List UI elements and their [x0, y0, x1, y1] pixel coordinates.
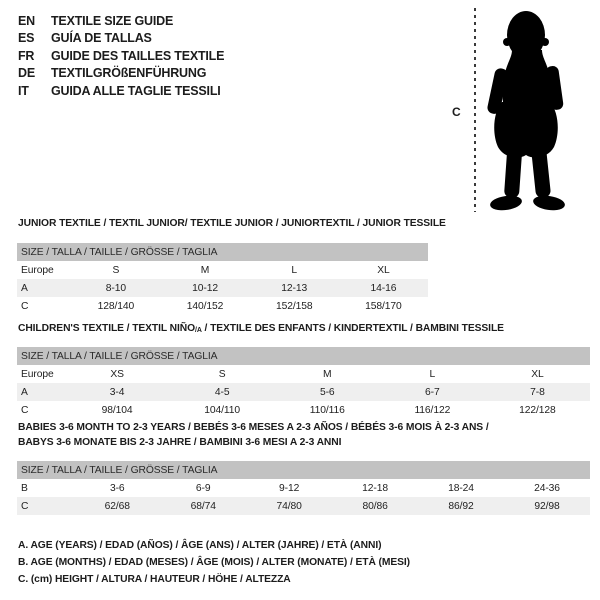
size-cell: 4-5 [170, 383, 275, 401]
language-title: TEXTILE SIZE GUIDE [51, 14, 174, 28]
language-code: IT [18, 83, 29, 98]
language-code: ES [18, 31, 35, 46]
measurement-legend [18, 537, 410, 588]
babies-title-line2: BABYS 3-6 MONATE BIS 2-3 JAHRE / BAMBINI 3-6 MESI A 2-3 ANNI [18, 437, 342, 448]
row-label: A [17, 383, 65, 401]
size-cell: 10-12 [160, 279, 249, 297]
language-code: EN [18, 14, 35, 28]
size-cell: 6-7 [380, 383, 485, 401]
language-row-es [18, 30, 224, 47]
size-cell: M [323, 368, 332, 380]
baby-silhouette [481, 8, 577, 216]
size-header-cell: SIZE / TALLA / TAILLE / GRÖSSE / TAGLIA [17, 243, 428, 261]
size-cell: S [112, 264, 120, 276]
table-header-row [17, 461, 590, 479]
size-cell: XL [377, 264, 390, 276]
size-cell: 3-6 [109, 482, 125, 494]
size-cell: 24-36 [534, 482, 560, 494]
size-cell: M [200, 264, 210, 276]
table-row [17, 365, 590, 383]
size-cell: 68/74 [160, 497, 246, 515]
language-title: GUIDA ALLE TAGLIE TESSILI [51, 83, 221, 98]
language-row-fr [18, 48, 224, 65]
children-size-table [17, 347, 590, 419]
size-cell: 140/152 [186, 300, 224, 312]
table-row [17, 479, 590, 497]
size-cell: XL [531, 368, 544, 380]
children-table-title [18, 321, 504, 338]
row-label: Europe [21, 264, 54, 276]
table-row [17, 261, 428, 279]
children-title-subscript: /A [194, 327, 202, 334]
size-cell: 92/98 [504, 497, 590, 515]
language-title: GUIDE DES TAILLES TEXTILE [51, 48, 225, 63]
row-label: A [17, 279, 71, 297]
size-cell: 5-6 [275, 383, 380, 401]
table-row [17, 279, 428, 297]
language-title: GUÍA DE TALLAS [51, 31, 152, 46]
language-list [18, 13, 224, 100]
table-row [17, 297, 428, 315]
size-cell: 116/122 [414, 404, 451, 416]
size-cell: 6-9 [195, 482, 211, 494]
babies-title-line1: BABIES 3-6 MONTH TO 2-3 YEARS / BEBÉS 3-6 MESES A 2-3 AÑOS / BÉBÉS 3-6 MOIS À 2-3 ANS / [18, 422, 489, 433]
babies-size-table [17, 461, 590, 515]
table-row [17, 401, 590, 419]
size-cell: 86/92 [418, 497, 504, 515]
size-cell: 152/158 [275, 300, 313, 312]
size-cell: 18-24 [448, 482, 474, 494]
legend-line-a: A. AGE (YEARS) / EDAD (AÑOS) / ÂGE (ANS) / ALTER (JAHRE) / ETÀ (ANNI) [18, 540, 382, 551]
language-row-de [18, 65, 224, 82]
size-cell: 110/116 [309, 404, 345, 416]
table-header-row [17, 243, 428, 261]
children-title-text: / TEXTILE DES ENFANTS / KINDERTEXTIL / BAMBINI TESSILE [201, 323, 504, 334]
row-label: C [21, 300, 29, 312]
table-header-row [17, 347, 590, 365]
size-cell: 7-8 [485, 383, 590, 401]
size-cell: 62/68 [74, 497, 160, 515]
table-row [17, 383, 590, 401]
row-label: Europe [21, 368, 54, 380]
height-measure-label: C [452, 105, 461, 119]
size-cell: 122/128 [519, 404, 556, 416]
junior-size-table [17, 243, 428, 315]
language-code: DE [18, 66, 35, 81]
language-row-en [18, 13, 224, 30]
size-cell: 158/170 [365, 300, 402, 312]
language-title: TEXTILGRÖßENFÜHRUNG [51, 66, 207, 81]
junior-table-title: JUNIOR TEXTILE / TEXTIL JUNIOR/ TEXTILE JUNIOR / JUNIORTEXTIL / JUNIOR TESSILE [18, 218, 446, 229]
babies-table-title [18, 420, 489, 450]
size-cell: 12-13 [250, 279, 339, 297]
size-header-cell: SIZE / TALLA / TAILLE / GRÖSSE / TAGLIA [17, 347, 590, 365]
language-row-it [18, 83, 224, 100]
size-cell: L [429, 368, 436, 380]
size-cell: 74/80 [246, 497, 332, 515]
size-cell: 14-16 [339, 279, 428, 297]
legend-line-b: B. AGE (MONTHS) / EDAD (MESES) / ÂGE (MOIS) / ALTER (MONATE) / ETÀ (MESI) [18, 557, 410, 568]
size-cell: XS [110, 368, 124, 380]
row-label: C [17, 497, 74, 515]
row-label: C [21, 404, 29, 416]
size-cell: 98/104 [101, 404, 133, 416]
size-cell: 80/86 [332, 497, 418, 515]
size-cell: 128/140 [97, 300, 135, 312]
legend-line-c: C. (cm) HEIGHT / ALTURA / HAUTEUR / HÖHE / ALTEZZA [18, 574, 291, 585]
size-cell: 104/110 [204, 404, 241, 416]
size-cell: 8-10 [71, 279, 160, 297]
language-code: FR [18, 48, 35, 63]
size-cell: 9-12 [279, 482, 300, 494]
height-dashed-line [474, 8, 476, 212]
row-label: B [21, 482, 28, 494]
size-cell: 3-4 [65, 383, 170, 401]
size-cell: 12-18 [362, 482, 388, 494]
size-cell: S [218, 368, 226, 380]
children-title-text: CHILDREN'S TEXTILE / TEXTIL NIÑO [18, 323, 195, 334]
size-cell: L [291, 264, 298, 276]
table-row [17, 497, 590, 515]
size-header-cell: SIZE / TALLA / TAILLE / GRÖSSE / TAGLIA [17, 461, 590, 479]
